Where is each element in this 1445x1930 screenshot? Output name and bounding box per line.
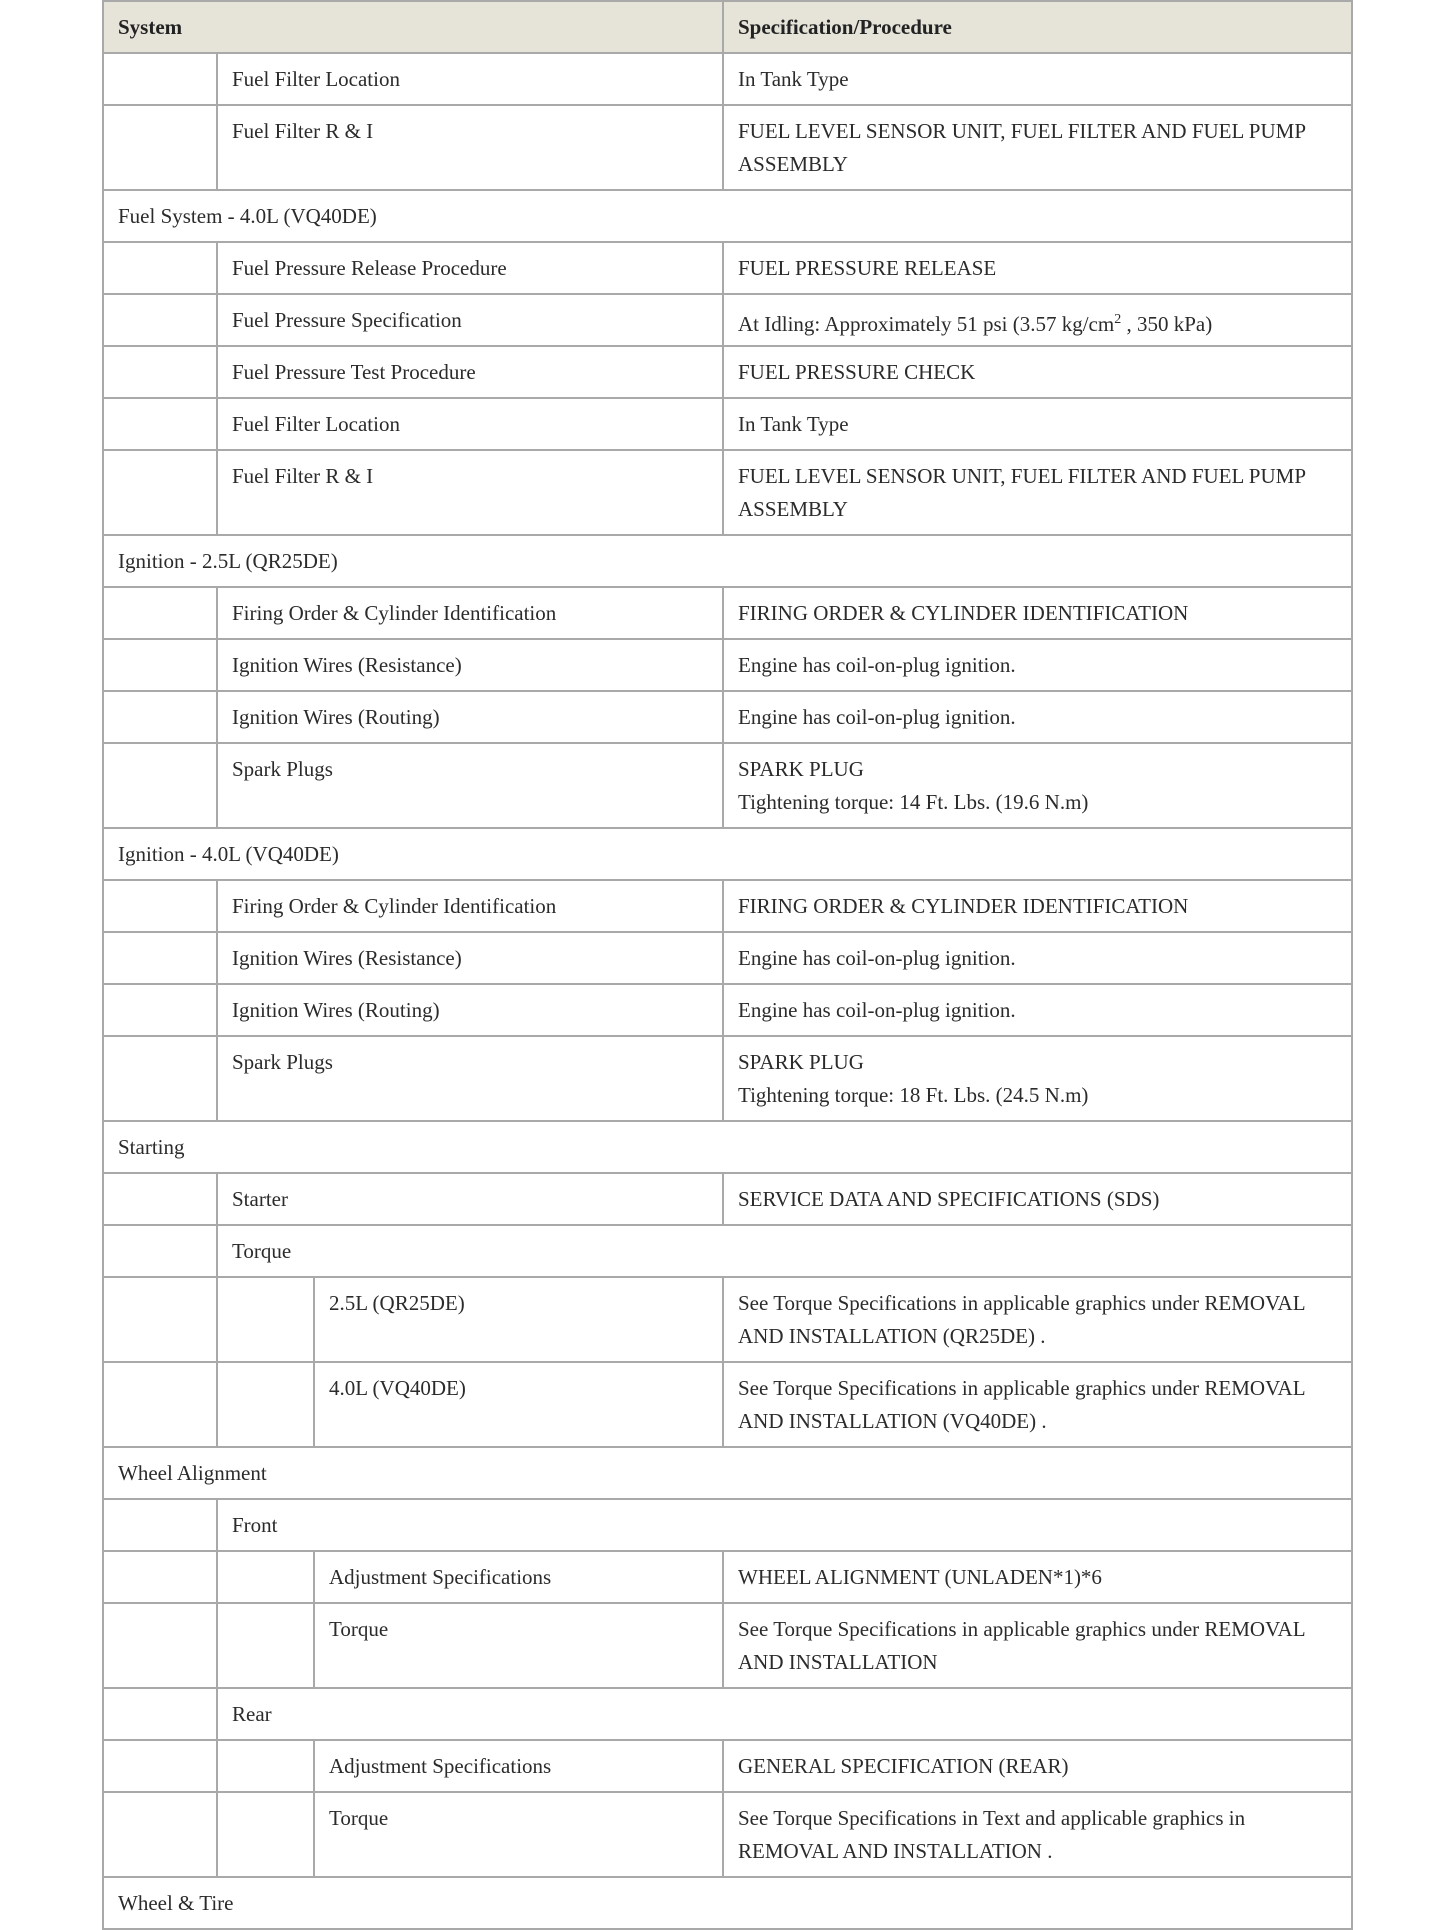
table-body	[103, 53, 1352, 1929]
indent-cell	[103, 1362, 217, 1447]
indent-cell	[103, 346, 217, 398]
item-value: Engine has coil-on-plug ignition.	[723, 691, 1352, 743]
item-label: Ignition Wires (Routing)	[217, 691, 723, 743]
item-value: FUEL PRESSURE RELEASE	[723, 242, 1352, 294]
section-label: Ignition - 2.5L (QR25DE)	[103, 535, 1352, 587]
header-specification: Specification/Procedure	[723, 1, 1352, 53]
item-value: GENERAL SPECIFICATION (REAR)	[723, 1740, 1352, 1792]
item-label: Torque	[314, 1792, 723, 1877]
item-value: Engine has coil-on-plug ignition.	[723, 932, 1352, 984]
table-row	[103, 1121, 1352, 1173]
item-value: See Torque Specifications in applicable graphics under REMOVAL AND INSTALLATION	[723, 1603, 1352, 1688]
item-value: See Torque Specifications in applicable graphics under REMOVAL AND INSTALLATION (QR25DE) .	[723, 1277, 1352, 1362]
table-row	[103, 346, 1352, 398]
table-row	[103, 1877, 1352, 1929]
table-row	[103, 587, 1352, 639]
item-label: Starter	[217, 1173, 723, 1225]
section-label: Wheel Alignment	[103, 1447, 1352, 1499]
specification-table	[102, 0, 1353, 1930]
item-value: SERVICE DATA AND SPECIFICATIONS (SDS)	[723, 1173, 1352, 1225]
table-row	[103, 190, 1352, 242]
item-value	[723, 294, 1352, 346]
item-value: FUEL LEVEL SENSOR UNIT, FUEL FILTER AND FUEL PUMP ASSEMBLY	[723, 450, 1352, 535]
indent-cell	[103, 1173, 217, 1225]
section-label: Wheel & Tire	[103, 1877, 1352, 1929]
item-value: Engine has coil-on-plug ignition.	[723, 984, 1352, 1036]
table-row	[103, 1277, 1352, 1362]
indent-cell	[103, 1225, 217, 1277]
item-label: Spark Plugs	[217, 743, 723, 828]
table-row	[103, 242, 1352, 294]
indent-cell	[103, 587, 217, 639]
superscript: 2	[1114, 312, 1122, 327]
item-label: Adjustment Specifications	[314, 1740, 723, 1792]
table-row	[103, 691, 1352, 743]
table-row	[103, 398, 1352, 450]
indent-cell	[103, 53, 217, 105]
table-row	[103, 743, 1352, 828]
item-label: Fuel Pressure Test Procedure	[217, 346, 723, 398]
table-row	[103, 1792, 1352, 1877]
table-row	[103, 1447, 1352, 1499]
value-line: SPARK PLUG	[738, 1050, 864, 1074]
item-label: Fuel Filter Location	[217, 53, 723, 105]
table-row	[103, 639, 1352, 691]
table-row	[103, 535, 1352, 587]
indent-cell	[217, 1603, 314, 1688]
indent-cell	[217, 1740, 314, 1792]
indent-cell	[103, 1792, 217, 1877]
table-row	[103, 1173, 1352, 1225]
indent-cell	[103, 932, 217, 984]
table-row	[103, 1603, 1352, 1688]
section-label: Starting	[103, 1121, 1352, 1173]
indent-cell	[103, 242, 217, 294]
header-system: System	[103, 1, 723, 53]
indent-cell	[103, 1688, 217, 1740]
table-row	[103, 53, 1352, 105]
item-label: Ignition Wires (Resistance)	[217, 932, 723, 984]
value-text: , 350 kPa)	[1121, 312, 1213, 336]
indent-cell	[217, 1362, 314, 1447]
item-value: FIRING ORDER & CYLINDER IDENTIFICATION	[723, 880, 1352, 932]
table-row	[103, 1362, 1352, 1447]
indent-cell	[103, 1551, 217, 1603]
item-value	[723, 1036, 1352, 1121]
table-header-row	[103, 1, 1352, 53]
table-row	[103, 1036, 1352, 1121]
indent-cell	[217, 1277, 314, 1362]
indent-cell	[103, 880, 217, 932]
item-label: Fuel Pressure Specification	[217, 294, 723, 346]
item-value: Engine has coil-on-plug ignition.	[723, 639, 1352, 691]
item-label: Firing Order & Cylinder Identification	[217, 587, 723, 639]
indent-cell	[103, 1499, 217, 1551]
value-line: SPARK PLUG	[738, 757, 864, 781]
indent-cell	[103, 398, 217, 450]
table-row	[103, 828, 1352, 880]
item-label: Fuel Filter R & I	[217, 105, 723, 190]
value-text: At Idling: Approximately 51 psi (3.57 kg/cm	[738, 312, 1115, 336]
indent-cell	[103, 984, 217, 1036]
section-label: Ignition - 4.0L (VQ40DE)	[103, 828, 1352, 880]
table-row	[103, 984, 1352, 1036]
indent-cell	[217, 1792, 314, 1877]
subsection-label: Torque	[217, 1225, 1352, 1277]
item-label: Spark Plugs	[217, 1036, 723, 1121]
indent-cell	[103, 105, 217, 190]
table-row	[103, 294, 1352, 346]
value-line: Tightening torque: 18 Ft. Lbs. (24.5 N.m)	[738, 1083, 1089, 1107]
section-label: Fuel System - 4.0L (VQ40DE)	[103, 190, 1352, 242]
item-label: Fuel Filter Location	[217, 398, 723, 450]
table-row	[103, 1551, 1352, 1603]
indent-cell	[103, 1740, 217, 1792]
table-row	[103, 932, 1352, 984]
indent-cell	[103, 450, 217, 535]
item-value: In Tank Type	[723, 398, 1352, 450]
item-value: WHEEL ALIGNMENT (UNLADEN*1)*6	[723, 1551, 1352, 1603]
item-label: Torque	[314, 1603, 723, 1688]
item-label: Fuel Filter R & I	[217, 450, 723, 535]
indent-cell	[103, 639, 217, 691]
indent-cell	[103, 1277, 217, 1362]
item-label: Fuel Pressure Release Procedure	[217, 242, 723, 294]
item-label: Ignition Wires (Resistance)	[217, 639, 723, 691]
item-value: See Torque Specifications in Text and applicable graphics in REMOVAL AND INSTALLATION .	[723, 1792, 1352, 1877]
indent-cell	[103, 1036, 217, 1121]
item-label: 2.5L (QR25DE)	[314, 1277, 723, 1362]
indent-cell	[103, 1603, 217, 1688]
value-line: Tightening torque: 14 Ft. Lbs. (19.6 N.m)	[738, 790, 1089, 814]
item-value: In Tank Type	[723, 53, 1352, 105]
item-label: 4.0L (VQ40DE)	[314, 1362, 723, 1447]
item-value	[723, 743, 1352, 828]
item-label: Ignition Wires (Routing)	[217, 984, 723, 1036]
table-row	[103, 1688, 1352, 1740]
table-row	[103, 450, 1352, 535]
item-value: See Torque Specifications in applicable graphics under REMOVAL AND INSTALLATION (VQ40DE) .	[723, 1362, 1352, 1447]
subsection-label: Rear	[217, 1688, 1352, 1740]
table-row	[103, 880, 1352, 932]
item-value: FUEL LEVEL SENSOR UNIT, FUEL FILTER AND FUEL PUMP ASSEMBLY	[723, 105, 1352, 190]
indent-cell	[217, 1551, 314, 1603]
indent-cell	[103, 743, 217, 828]
table-row	[103, 1225, 1352, 1277]
indent-cell	[103, 294, 217, 346]
table-row	[103, 1740, 1352, 1792]
indent-cell	[103, 691, 217, 743]
item-value: FUEL PRESSURE CHECK	[723, 346, 1352, 398]
table-row	[103, 105, 1352, 190]
item-label: Firing Order & Cylinder Identification	[217, 880, 723, 932]
item-label: Adjustment Specifications	[314, 1551, 723, 1603]
subsection-label: Front	[217, 1499, 1352, 1551]
table-row	[103, 1499, 1352, 1551]
item-value: FIRING ORDER & CYLINDER IDENTIFICATION	[723, 587, 1352, 639]
